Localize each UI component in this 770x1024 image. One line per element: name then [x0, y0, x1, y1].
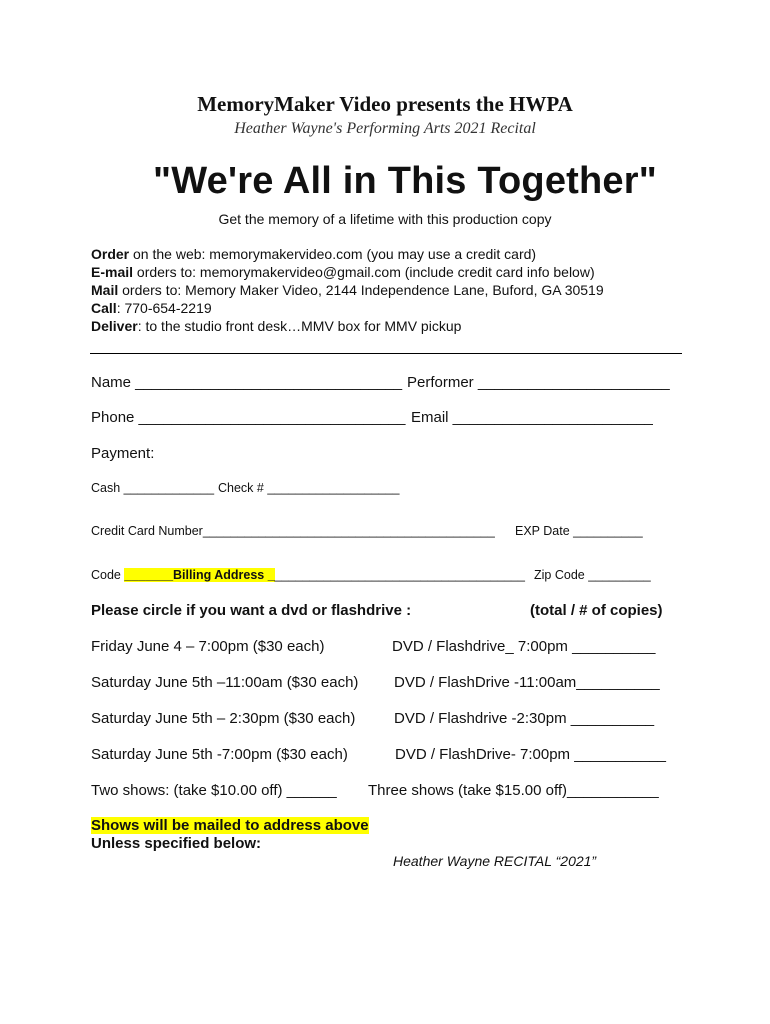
billing-address-label: _______Billing Address _ — [124, 568, 275, 582]
credit-card-number-field[interactable]: Credit Card Number__________________________________________ — [91, 524, 495, 538]
show-saturday-7pm: Saturday June 5th -7:00pm ($30 each) — [91, 746, 348, 763]
circle-instruction: Please circle if you want a dvd or flashdrive : — [91, 602, 412, 619]
recital-subtitle: Heather Wayne's Performing Arts 2021 Recital — [234, 120, 536, 137]
show-saturday-230pm: Saturday June 5th – 2:30pm ($30 each) — [91, 710, 356, 727]
order-text: on the web: memorymakervideo.com (you may use a credit card) — [129, 246, 537, 262]
media-saturday-7pm[interactable]: DVD / FlashDrive- 7:00pm ___________ — [395, 746, 666, 763]
check-number-field[interactable]: Check # ___________________ — [218, 481, 400, 495]
code-label: Code — [91, 568, 125, 582]
order-label: Order — [91, 246, 130, 262]
phone-field[interactable]: Phone ________________________________ — [91, 409, 406, 426]
mail-text: orders to: Memory Maker Video, 2144 Independence Lane, Buford, GA 30519 — [118, 282, 604, 298]
two-shows-discount[interactable]: Two shows: (take $10.00 off) ______ — [91, 782, 337, 799]
payment-label: Payment: — [91, 445, 155, 462]
order-call-line — [91, 299, 212, 317]
call-text: : 770-654-2219 — [116, 300, 212, 316]
show-saturday-11am: Saturday June 5th –11:00am ($30 each) — [91, 674, 359, 691]
order-mail-line — [91, 281, 604, 299]
divider — [90, 353, 682, 354]
performer-field[interactable]: Performer _______________________ — [407, 374, 670, 391]
media-saturday-230pm[interactable]: DVD / Flashdrive -2:30pm __________ — [394, 710, 655, 727]
mailed-note-text: Shows will be mailed to address above — [91, 817, 369, 834]
media-saturday-11am[interactable]: DVD / FlashDrive -11:00am__________ — [394, 674, 660, 691]
presenter-title: MemoryMaker Video presents the HWPA — [197, 92, 573, 116]
exp-date-field[interactable]: EXP Date __________ — [515, 524, 643, 538]
email-text: orders to: memorymakervideo@gmail.com (include credit card info below) — [133, 264, 595, 280]
headline: "We're All in This Together" — [153, 160, 657, 202]
mailed-note — [91, 817, 369, 834]
media-friday-7pm[interactable]: DVD / Flashdrive_ 7:00pm __________ — [392, 638, 656, 655]
email-label: E-mail — [91, 264, 134, 280]
deliver-label: Deliver — [91, 318, 138, 334]
recital-signature: Heather Wayne RECITAL “2021” — [393, 853, 597, 869]
unless-note: Unless specified below: — [91, 835, 262, 852]
order-deliver-line — [91, 317, 461, 335]
email-field[interactable]: Email ________________________ — [411, 409, 653, 426]
deliver-text: : to the studio front desk…MMV box for MMV pickup — [137, 318, 462, 334]
three-shows-discount[interactable]: Three shows (take $15.00 off)___________ — [368, 782, 659, 799]
billing-address-field[interactable]: ____________________________________ — [274, 568, 525, 582]
show-friday-7pm: Friday June 4 – 7:00pm ($30 each) — [91, 638, 325, 655]
mail-label: Mail — [91, 282, 119, 298]
call-label: Call — [91, 300, 117, 316]
total-copies-header: (total / # of copies) — [530, 602, 663, 619]
cash-field[interactable]: Cash _____________ — [91, 481, 215, 495]
order-web-line — [91, 245, 536, 263]
name-field[interactable]: Name ________________________________ — [91, 374, 403, 391]
order-email-line — [91, 263, 595, 281]
tagline: Get the memory of a lifetime with this production copy — [218, 211, 552, 227]
billing-row — [91, 568, 525, 582]
zip-code-field[interactable]: Zip Code _________ — [534, 568, 651, 582]
